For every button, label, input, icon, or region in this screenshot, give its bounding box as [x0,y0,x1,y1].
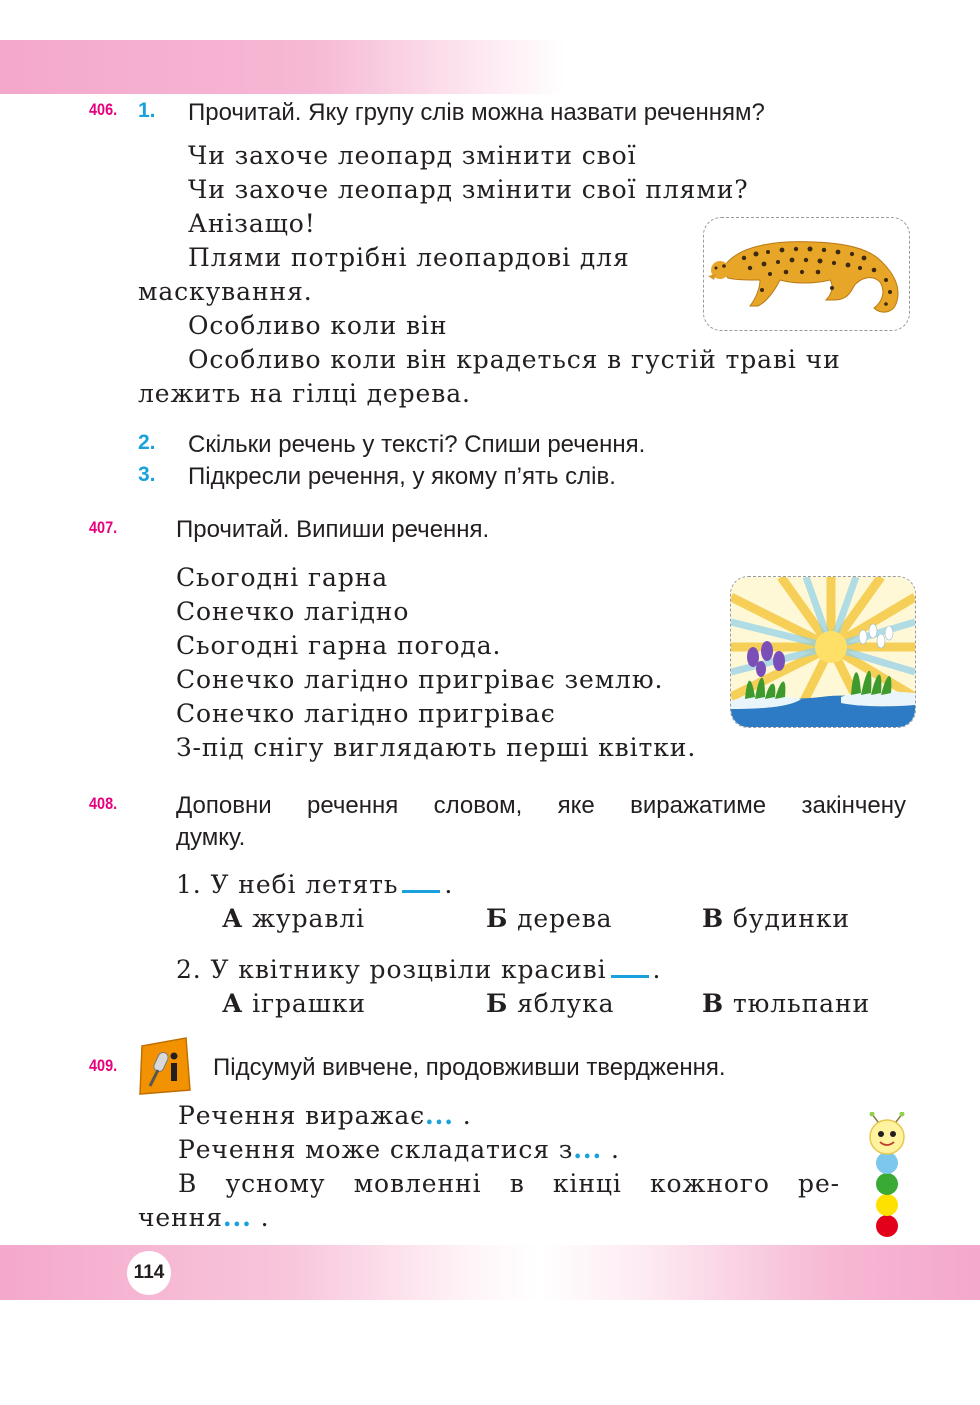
statement-text: Речення може складатися з [178,1135,574,1164]
sentence-end: . [444,870,454,899]
answer-option[interactable] [702,989,870,1018]
ellipsis: ... [425,1101,454,1130]
exercise-sentence-1 [176,870,453,899]
text-line: Анізащо! [188,209,316,238]
caterpillar-image [862,1112,912,1242]
microphone-i-icon [136,1036,194,1096]
step-number-3: 3. [138,463,156,486]
speak-icon-graphic [136,1036,194,1096]
statement-line-4 [138,1203,269,1232]
statement-end: . [462,1101,472,1130]
option-letter: В [702,989,725,1018]
option-letter: Б [486,989,509,1018]
text-line: Чи захоче леопард змінити свої плями? [188,175,749,204]
text-line: Плями потрібні леопардові для [188,243,630,272]
task-number-408: 408. [89,794,118,813]
text-line: Сонечко лагідно пригріває [176,699,556,728]
task-number-409: 409. [89,1056,118,1075]
sentence-text: 1. У небі летять [176,870,399,899]
statement-end: . [610,1135,620,1164]
option-word: іграшки [252,989,366,1018]
caterpillar-graphic [862,1112,912,1242]
text-line: Сонечко лагідно [176,597,410,626]
text-line: маскування. [138,277,313,306]
statement-line-3: В усному мовленні в кінці кожного ре- [178,1169,840,1198]
answer-option[interactable] [486,989,614,1018]
leopard-image [703,217,910,331]
answer-option[interactable] [222,904,365,933]
task-406-instruction: Прочитай. Яку групу слів можна назвати реченням? [188,99,765,126]
answer-option[interactable] [222,989,366,1018]
task-406-question-3: Підкресли речення, у якому п’ять слів. [188,463,616,490]
step-number-2: 2. [138,431,156,454]
text-line: Сьогодні гарна [176,563,389,592]
answer-option[interactable] [702,904,850,933]
sentence-end: . [652,955,662,984]
text-line: Чи захоче леопард змінити свої [188,141,637,170]
option-word: журавлі [252,904,365,933]
option-word: яблука [517,989,615,1018]
task-408-instruction: Доповни речення словом, яке виражатиме закінчену [176,792,906,819]
task-409-instruction: Підсумуй вивчене, продовживши твердження. [213,1054,726,1081]
ellipsis: ... [573,1135,603,1164]
sentence-text: 2. У квітнику розцвіли красиві [176,955,607,984]
statement-line-1 [178,1101,472,1130]
option-letter: А [222,989,244,1018]
statement-text: Речення виражає [178,1101,426,1130]
spring-flowers-illustration [731,577,915,727]
task-number-407: 407. [89,518,118,537]
leopard-illustration [704,218,909,330]
option-word: будинки [732,904,850,933]
option-word: тюльпани [732,989,871,1018]
task-number-406: 406. [89,100,118,119]
statement-end: . [260,1203,270,1232]
option-letter: А [222,904,244,933]
step-number-1: 1. [138,99,156,122]
text-line: З-під снігу виглядають перші квітки. [176,733,697,762]
task-406-question-2: Скільки речень у тексті? Спиши речення. [188,431,646,458]
top-pink-band [0,40,565,94]
spring-flowers-image [730,576,916,728]
ellipsis: ... [222,1203,252,1232]
option-letter: В [702,904,725,933]
statement-line-2 [178,1135,620,1164]
answer-blank[interactable] [611,955,649,978]
answer-option[interactable] [486,904,613,933]
text-line: Сьогодні гарна погода. [176,631,502,660]
text-line: Особливо коли він [188,311,448,340]
exercise-sentence-2 [176,955,661,984]
text-line: Особливо коли він крадеться в густій траві чи [188,345,841,374]
task-408-instruction-cont: думку. [176,824,246,851]
answer-blank[interactable] [402,870,440,893]
text-line: Сонечко лагідно пригріває землю. [176,665,664,694]
option-word: дерева [517,904,613,933]
page-number: 114 [127,1251,171,1295]
task-407-instruction: Прочитай. Випиши речення. [176,516,490,543]
text-line: лежить на гілці дерева. [138,379,471,408]
statement-text: чення [138,1203,223,1232]
option-letter: Б [486,904,509,933]
